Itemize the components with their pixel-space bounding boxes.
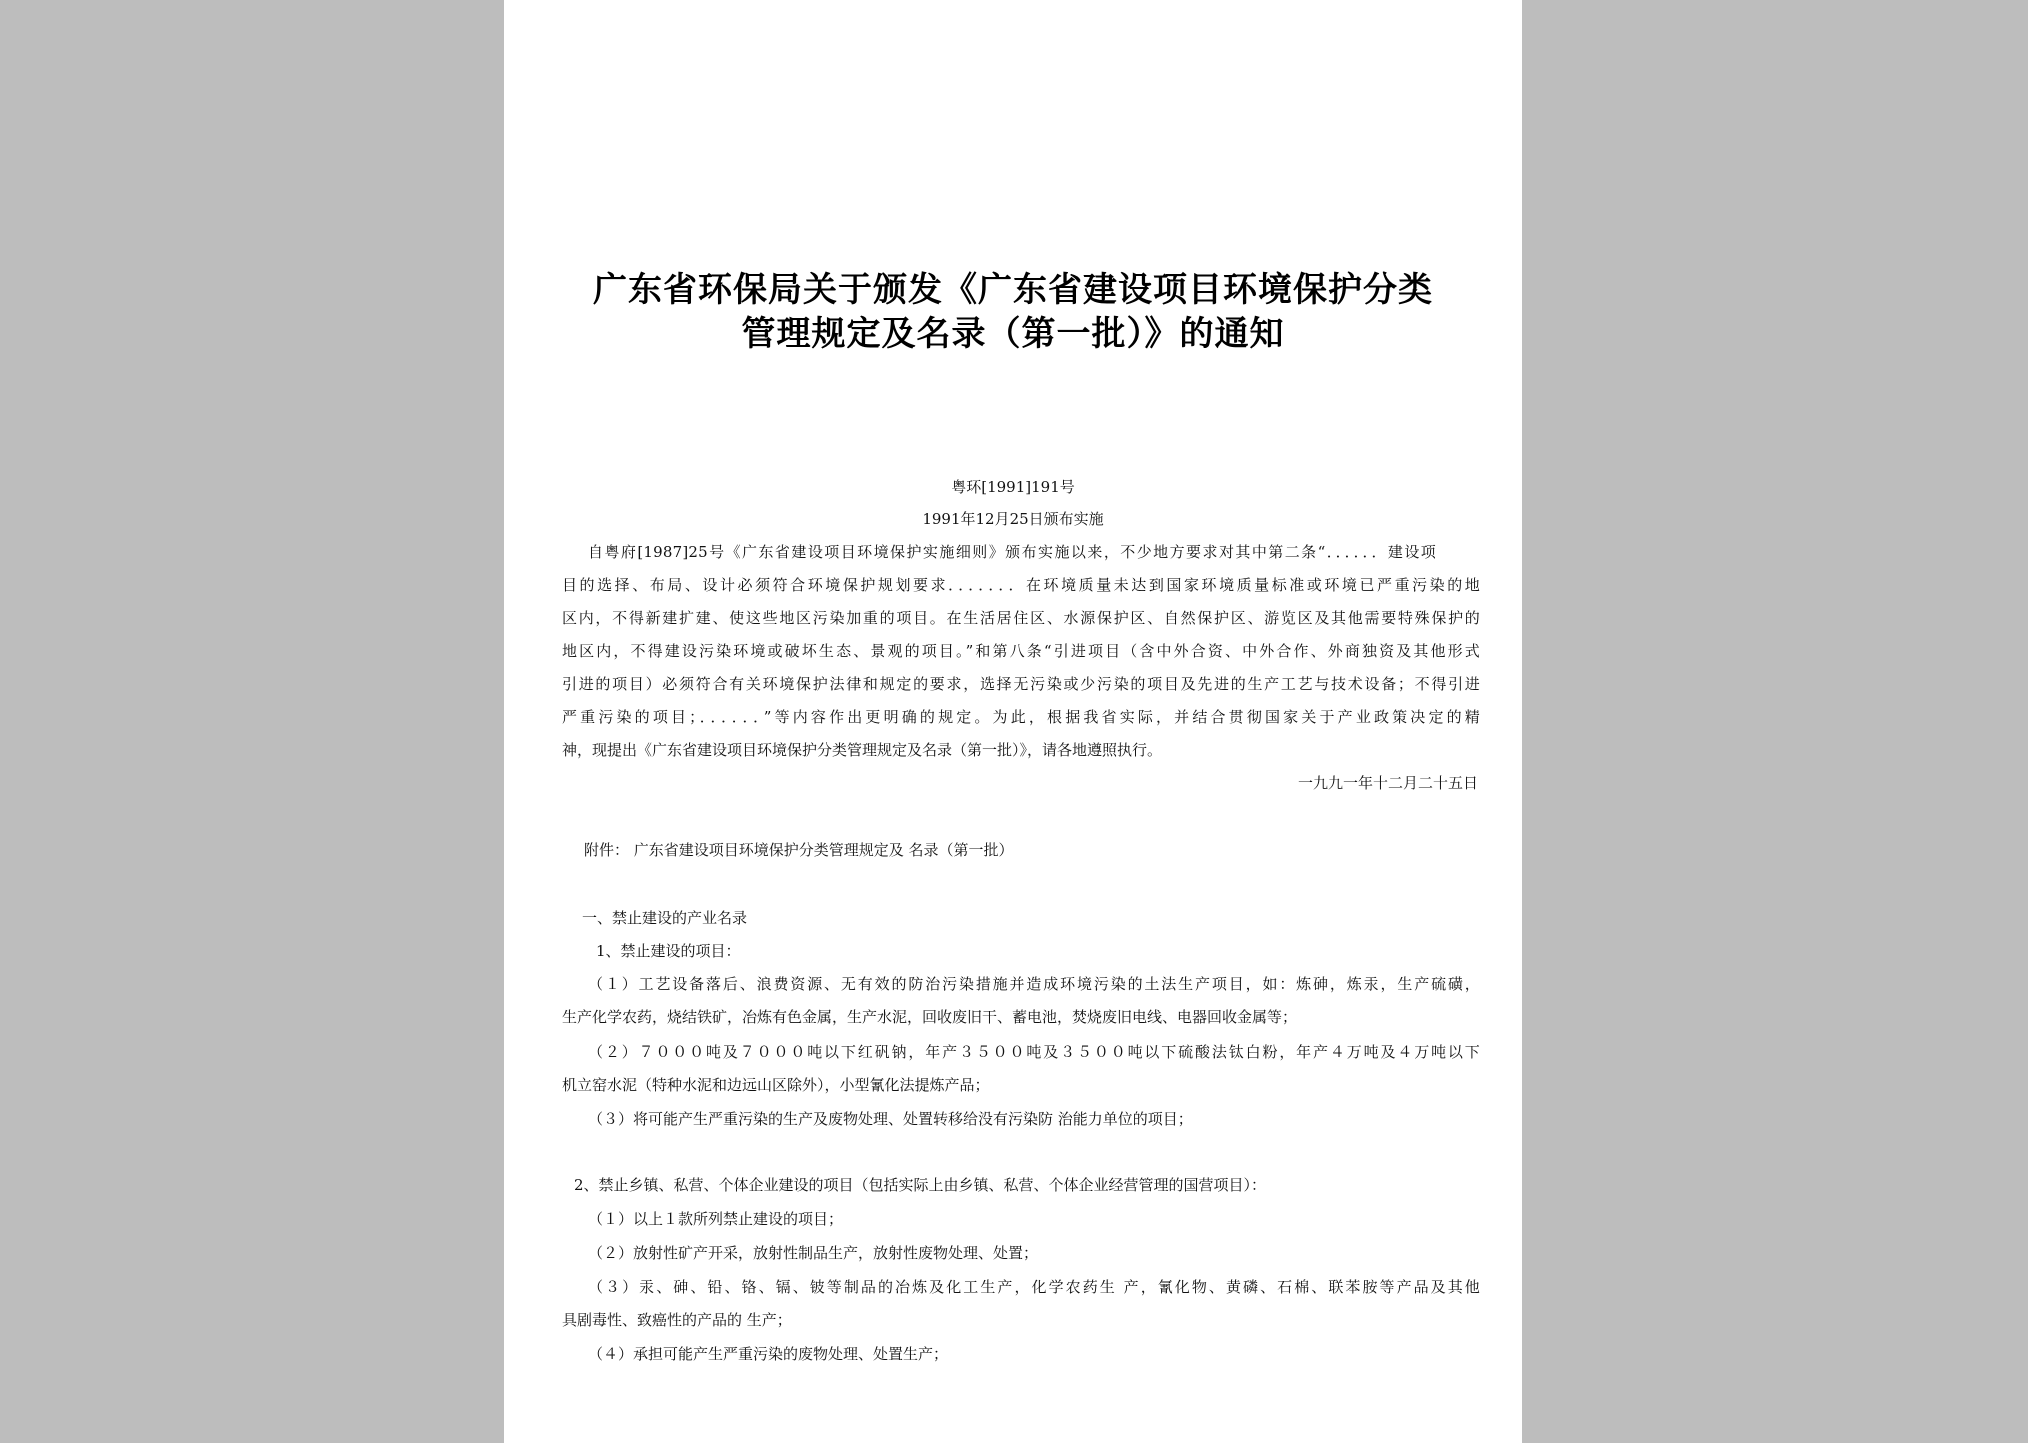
list-item: （１）以上１款所列禁止建设的项目； bbox=[588, 1210, 844, 1228]
document-number: 粤环[1991]191号 bbox=[951, 478, 1075, 496]
intro-paragraph-line: 神，现提出《广东省建设项目环境保护分类管理规定及名录（第一批）》，请各地遵照执行。 bbox=[562, 741, 1163, 759]
list-item: （３）将可能产生严重污染的生产及废物处理、处置转移给没有污染防 治能力单位的项目； bbox=[588, 1110, 1193, 1128]
intro-paragraph-line: 目的选择、布局、设计必须符合环境保护规划要求．．．．．．．在环境质量未达到国家环境质量标准或环境已严重污染的地 bbox=[562, 576, 1480, 594]
attachment-line: 附件： 广东省建设项目环境保护分类管理规定及 名录（第一批） bbox=[584, 841, 1014, 859]
intro-paragraph-line: 地区内，不得建设污染环境或破坏生态、景观的项目。”和第八条“引进项目（含中外合资、中外合作、外商独资及其他形式 bbox=[562, 642, 1480, 660]
document-title-line-1: 广东省环保局关于颁发《广东省建设项目环境保护分类 bbox=[593, 270, 1433, 310]
list-item: （２）７０００吨及７０００吨以下红矾钠，年产３５００吨及３５００吨以下硫酸法钛白粉，年产４万吨及４万吨以下 bbox=[588, 1043, 1480, 1061]
section-heading: 一、禁止建设的产业名录 bbox=[582, 909, 748, 927]
list-item: （３）汞、砷、铅、铬、镉、铍等制品的冶炼及化工生产，化学农药生 产，氰化物、黄磷、石棉、联苯胺等产品及其他 bbox=[588, 1278, 1480, 1296]
list-item: （４）承担可能产生严重污染的废物处理、处置生产； bbox=[588, 1345, 949, 1363]
document-title-line-2: 管理规定及名录（第一批）》的通知 bbox=[741, 314, 1285, 354]
subsection-heading: 1、禁止建设的项目： bbox=[596, 942, 741, 960]
subsection-heading: 2、禁止乡镇、私营、个体企业建设的项目（包括实际上由乡镇、私营、个体企业经营管理的国营项目）： bbox=[574, 1176, 1267, 1194]
list-item-continuation: 具剧毒性、致癌性的产品的 生产； bbox=[562, 1311, 792, 1329]
list-item: （２）放射性矿产开采，放射性制品生产，放射性废物处理、处置； bbox=[588, 1244, 1039, 1262]
intro-paragraph-line: 区内，不得新建扩建、使这些地区污染加重的项目。在生活居住区、水源保护区、自然保护区、游览区及其他需要特殊保护的 bbox=[562, 609, 1480, 627]
intro-paragraph-line: 引进的项目）必须符合有关环境保护法律和规定的要求，选择无污染或少污染的项目及先进的生产工艺与技术设备；不得引进 bbox=[562, 675, 1480, 693]
list-item: （１）工艺设备落后、浪费资源、无有效的防治污染措施并造成环境污染的土法生产项目，如：炼砷，炼汞，生产硫磺， bbox=[588, 975, 1480, 993]
list-item-continuation: 机立窑水泥（特种水泥和边远山区除外），小型氰化法提炼产品； bbox=[562, 1076, 990, 1094]
list-item-continuation: 生产化学农药，烧结铁矿，冶炼有色金属，生产水泥，回收废旧干、蓄电池，焚烧废旧电线、电器回收金属等； bbox=[562, 1008, 1298, 1026]
issue-date: 1991年12月25日颁布实施 bbox=[922, 510, 1104, 528]
intro-paragraph-line: 自粤府[1987]25号《广东省建设项目环境保护实施细则》颁布实施以来，不少地方要求对其中第二条“．．．．．．建设项 bbox=[588, 543, 1436, 561]
document-page bbox=[504, 0, 1522, 1443]
intro-paragraph-line: 严重污染的项目；．．．．．．”等内容作出更明确的规定。为此，根据我省实际，并结合贯彻国家关于产业政策决定的精 bbox=[562, 708, 1480, 726]
sign-date: 一九九一年十二月二十五日 bbox=[1297, 774, 1478, 792]
